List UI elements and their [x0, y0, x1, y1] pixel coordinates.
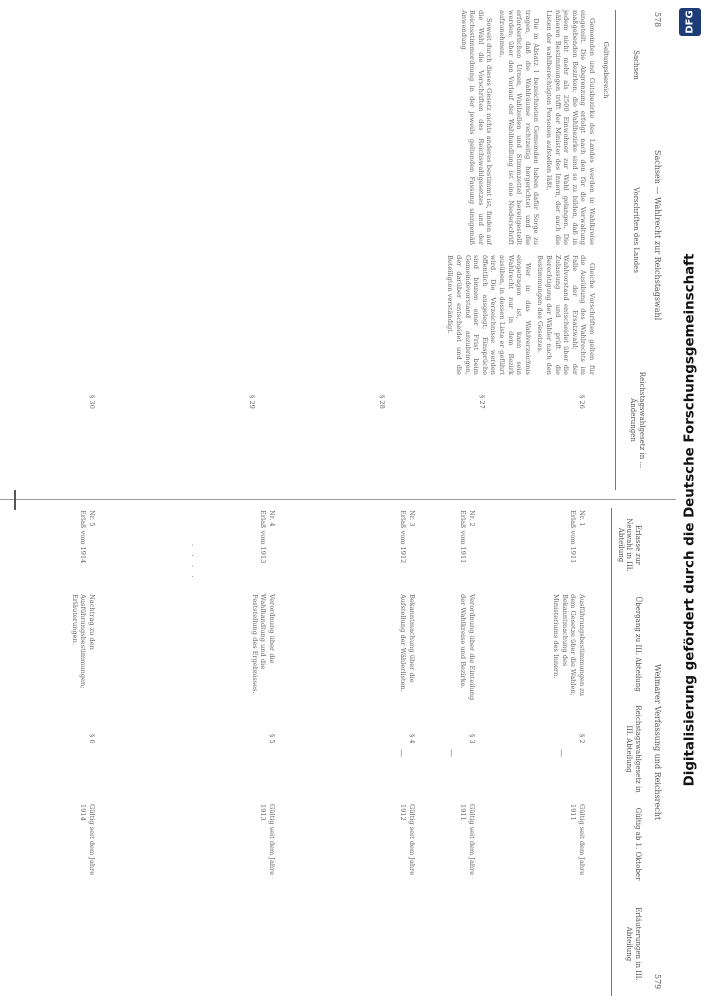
dash-mark: —: [447, 749, 456, 757]
left-col-header-1: Sachsen: [632, 50, 640, 80]
section-ref: § 29: [248, 395, 256, 409]
entry-ref: Nr. 4 Erlaß vom 1913: [259, 510, 276, 564]
entry-status: Gültig seit dem Jahre 1912: [399, 804, 416, 876]
entry-ref: Nr. 3 Erlaß vom 1912: [399, 510, 416, 564]
section-ref: § 28: [378, 395, 386, 409]
body-paragraph: Gleiche Vorschriften gelten für die Ausübung des Wahlrechts im Falle der Ersatzwahl; der Wahlvorstand entscheidet über die Zulassung und prüft die Berechtigung der Wähler nach den Bestimmungen des Gesetzes.: [536, 255, 596, 375]
right-col-header-1: Erlasse zur Neuwahl in III. Abteilung: [617, 518, 642, 572]
entry-section: § 4: [408, 734, 416, 744]
entry-status: Gültig seit dem Jahre 1913: [259, 804, 276, 876]
right-col-header-3: Reichstagswahlgesetz in III. Abteilung: [625, 705, 642, 793]
body-paragraph: Die in Absatz 1 bezeichneten Gemeinden haben dafür Sorge zu tragen, daß die Wahlräume rechtzeitig hergerichtet und die erforderlichen Urnen, Wahlzellen und Stimmzettel bereitgestellt werden; über den Verlauf der Wahlhandlung ist eine Niederschrift aufzunehmen.: [498, 10, 541, 245]
right-col-header-2: Übergang zu III. Abteilung: [634, 596, 642, 692]
right-header-rule: [611, 508, 612, 996]
dash-mark: —: [557, 749, 566, 757]
entry-text: Ausführungsbestimmungen zu dem Gesetze über die Wahlen; Bekanntmachung des Ministeriums des Innern.: [552, 594, 586, 697]
entry-section: § 6: [88, 734, 96, 744]
section-ref: § 30: [88, 395, 96, 409]
entry-ref: Nr. 2 Erlaß vom 1911: [459, 510, 476, 564]
left-col-header-3: Reichstagswahlgesetz in ... Änderungen: [629, 371, 646, 469]
section-ref: § 27: [478, 395, 486, 409]
left-col-header-2: Vorschriften des Landes: [632, 187, 640, 273]
right-page: [0, 504, 676, 1000]
dfg-logo: DFG: [679, 8, 701, 36]
entry-section: § 5: [268, 734, 276, 744]
left-header-rule: [615, 10, 616, 490]
entry-text: Bekanntmachung über die Aufstellung der Wählerlisten.: [399, 594, 416, 692]
left-page: [0, 0, 676, 496]
entry-section: § 3: [468, 734, 476, 744]
entry-text: Verordnung über die Wahlhandlung und die Feststellung des Ergebnisses.: [250, 594, 276, 694]
entry-ref: Nr. 5 Erlaß vom 1914: [79, 510, 96, 564]
left-running-head: Sachsen — Wahlrecht zur Reichstagswahl: [653, 150, 662, 321]
right-col-header-4: Gültig ab 1. Oktober: [634, 807, 642, 881]
dash-mark: —: [397, 749, 406, 757]
body-paragraph: Wer in das Wahlverzeichnis eingetragen ist, kann sein Wahlrecht nur in dem Bezirk ausüben, in dessen Liste er geführt wird. Die Verzeichnisse werden öffentlich ausgelegt; Einsprüche sind binnen einer Frist beim Gemeindevorstand anzubringen, der darüber entscheidet und die Beteiligten verständigt.: [446, 255, 532, 375]
right-running-head: Weimarer Verfassung und Reichsrecht: [653, 664, 662, 821]
entry-status: Gültig seit dem Jahre 1911: [459, 804, 476, 876]
left-body-column-b: [442, 255, 596, 375]
entry-ref: Nr. 1 Erlaß vom 1911: [569, 510, 586, 564]
entry-status: Gültig seit dem Jahre 1911: [569, 804, 586, 876]
entry-text: Verordnung über die Einteilung der Wahlkreise und Bezirke.: [459, 594, 476, 701]
entry-text: Nachtrag zu den Ausführungsbestimmungen; Erläuterungen.: [70, 594, 96, 689]
page-gutter: [0, 499, 676, 500]
body-paragraph: Gemeinden und Gutsbezirke des Landes werden in Wahlkreise eingeteilt. Die Abgrenzung erfolgt nach den für die Verwaltung maßgebenden Bezirken; die Wahlbezirke sind so zu bilden, daß in jedem nicht mehr als 2500 Einwohner zur Wahl gelangen. Die näheren Bestimmungen trifft der Minister des Innern, der auch die Listen der wahlberechtigten Personen aufstellen läßt.: [545, 10, 596, 245]
left-section-title: Geltungsbereich: [602, 41, 610, 99]
dot-leader: · · · ·: [188, 544, 196, 581]
section-ref: § 26: [578, 395, 586, 409]
left-body-column-a: [455, 10, 596, 245]
entry-section: § 2: [578, 734, 586, 744]
right-col-header-5: Erläuterungen in III. Abteilung: [625, 907, 642, 981]
body-paragraph: Soweit durch dieses Gesetz nichts anderes bestimmt ist, finden auf die Wahl die Vorschriften des Reichswahlgesetzes und der Reichsstimmordnung in der jeweils geltenden Fassung sinngemäß Anwendung.: [459, 10, 494, 245]
entry-status: Gültig seit dem Jahre 1914: [79, 804, 96, 876]
right-page-number: 579: [653, 974, 662, 990]
left-page-number: 578: [653, 12, 662, 28]
